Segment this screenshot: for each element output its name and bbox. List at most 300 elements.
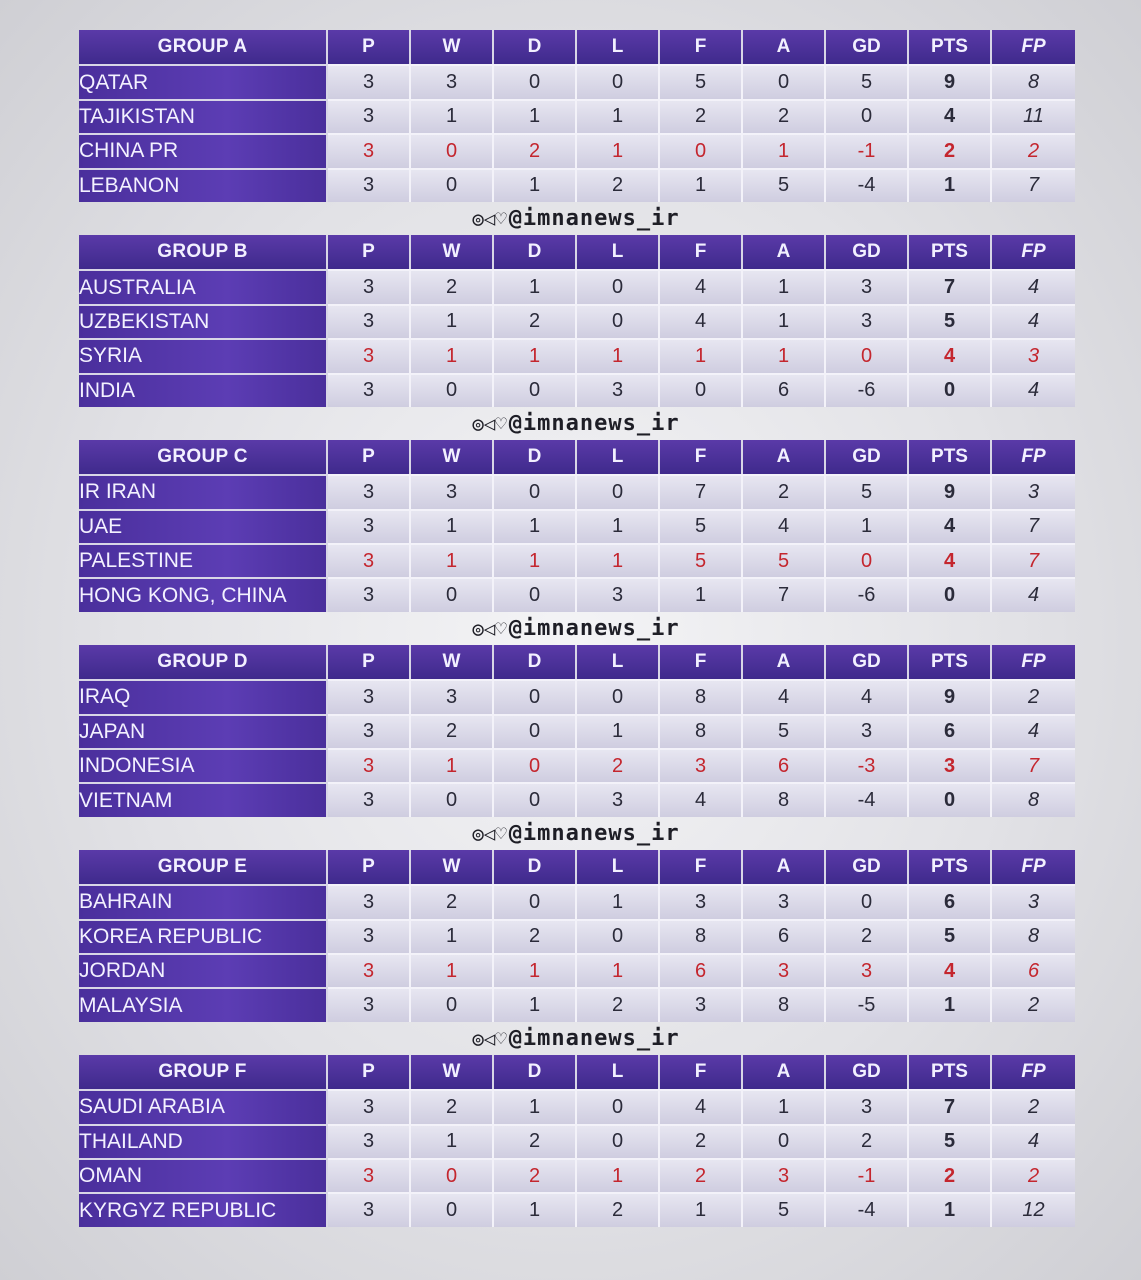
stat-f: 8 bbox=[660, 679, 743, 713]
team-name: JORDAN bbox=[79, 953, 328, 987]
table-row bbox=[79, 133, 1075, 167]
stat-w: 3 bbox=[411, 679, 494, 713]
stat-gd: 5 bbox=[826, 64, 909, 98]
stat-gd: 2 bbox=[826, 919, 909, 953]
stat-gd: 3 bbox=[826, 304, 909, 338]
column-header-fp: FP bbox=[992, 850, 1075, 884]
team-name: JAPAN bbox=[79, 714, 328, 748]
stat-a: 2 bbox=[743, 99, 826, 133]
stat-pts: 2 bbox=[909, 1158, 992, 1192]
stat-gd: -1 bbox=[826, 133, 909, 167]
stat-f: 3 bbox=[660, 884, 743, 918]
column-header-a: A bbox=[743, 1055, 826, 1089]
stat-f: 7 bbox=[660, 474, 743, 508]
watermark-handle: @imnanews_ir bbox=[508, 1025, 680, 1051]
stat-gd: 2 bbox=[826, 1124, 909, 1158]
stat-d: 1 bbox=[494, 543, 577, 577]
watermark-handle: @imnanews_ir bbox=[508, 410, 680, 436]
column-header-gd: GD bbox=[826, 235, 909, 269]
stat-f: 5 bbox=[660, 509, 743, 543]
stat-gd: 3 bbox=[826, 953, 909, 987]
table-row bbox=[79, 953, 1075, 987]
watermark-handle: @imnanews_ir bbox=[508, 205, 680, 231]
stat-d: 1 bbox=[494, 168, 577, 202]
stat-p: 3 bbox=[328, 714, 411, 748]
stat-gd: -6 bbox=[826, 577, 909, 611]
stat-d: 1 bbox=[494, 269, 577, 303]
stat-f: 1 bbox=[660, 577, 743, 611]
watermark bbox=[79, 1022, 1073, 1055]
column-header-d: D bbox=[494, 30, 577, 64]
column-header-w: W bbox=[411, 1055, 494, 1089]
stat-a: 1 bbox=[743, 1089, 826, 1123]
social-icons: ◎◁♡ bbox=[472, 1027, 507, 1050]
stat-p: 3 bbox=[328, 373, 411, 407]
stat-a: 5 bbox=[743, 714, 826, 748]
stat-fp: 4 bbox=[992, 1124, 1075, 1158]
team-name: INDONESIA bbox=[79, 748, 328, 782]
stat-pts: 4 bbox=[909, 99, 992, 133]
stat-pts: 6 bbox=[909, 884, 992, 918]
stat-l: 1 bbox=[577, 99, 660, 133]
stat-w: 0 bbox=[411, 987, 494, 1021]
column-header-p: P bbox=[328, 850, 411, 884]
stat-fp: 4 bbox=[992, 577, 1075, 611]
stat-fp: 2 bbox=[992, 987, 1075, 1021]
stat-a: 1 bbox=[743, 338, 826, 372]
group-standings-table bbox=[79, 235, 1073, 407]
table-header-row bbox=[79, 850, 1075, 884]
column-header-fp: FP bbox=[992, 440, 1075, 474]
table-row bbox=[79, 1192, 1075, 1226]
column-header-d: D bbox=[494, 235, 577, 269]
stat-d: 1 bbox=[494, 987, 577, 1021]
stat-pts: 5 bbox=[909, 919, 992, 953]
stat-w: 2 bbox=[411, 884, 494, 918]
group-standings-table bbox=[79, 1055, 1073, 1227]
stat-p: 3 bbox=[328, 919, 411, 953]
team-name: INDIA bbox=[79, 373, 328, 407]
stat-fp: 6 bbox=[992, 953, 1075, 987]
stat-p: 3 bbox=[328, 679, 411, 713]
column-header-pts: PTS bbox=[909, 235, 992, 269]
stat-p: 3 bbox=[328, 338, 411, 372]
column-header-pts: PTS bbox=[909, 30, 992, 64]
stat-p: 3 bbox=[328, 987, 411, 1021]
stat-gd: 1 bbox=[826, 509, 909, 543]
stat-l: 1 bbox=[577, 714, 660, 748]
standings-table bbox=[79, 850, 1075, 1022]
stat-p: 3 bbox=[328, 953, 411, 987]
stat-d: 1 bbox=[494, 338, 577, 372]
column-header-d: D bbox=[494, 1055, 577, 1089]
team-name: SAUDI ARABIA bbox=[79, 1089, 328, 1123]
team-name: QATAR bbox=[79, 64, 328, 98]
table-row bbox=[79, 679, 1075, 713]
stat-w: 1 bbox=[411, 748, 494, 782]
stat-d: 1 bbox=[494, 953, 577, 987]
stat-a: 6 bbox=[743, 373, 826, 407]
stat-a: 4 bbox=[743, 679, 826, 713]
stat-l: 1 bbox=[577, 133, 660, 167]
stat-fp: 3 bbox=[992, 474, 1075, 508]
stat-f: 5 bbox=[660, 64, 743, 98]
stat-l: 1 bbox=[577, 338, 660, 372]
table-header-row bbox=[79, 235, 1075, 269]
standings-table bbox=[79, 645, 1075, 817]
table-row bbox=[79, 1158, 1075, 1192]
stat-p: 3 bbox=[328, 748, 411, 782]
stat-pts: 4 bbox=[909, 509, 992, 543]
column-header-fp: FP bbox=[992, 645, 1075, 679]
group-standings-table bbox=[79, 440, 1073, 612]
stat-a: 5 bbox=[743, 1192, 826, 1226]
stat-pts: 2 bbox=[909, 133, 992, 167]
stat-gd: 4 bbox=[826, 679, 909, 713]
stat-a: 3 bbox=[743, 1158, 826, 1192]
team-name: AUSTRALIA bbox=[79, 269, 328, 303]
watermark-handle: @imnanews_ir bbox=[508, 615, 680, 641]
stat-a: 6 bbox=[743, 748, 826, 782]
column-header-gd: GD bbox=[826, 30, 909, 64]
column-header-d: D bbox=[494, 440, 577, 474]
column-header-a: A bbox=[743, 235, 826, 269]
column-header-p: P bbox=[328, 645, 411, 679]
column-header-l: L bbox=[577, 850, 660, 884]
column-header-gd: GD bbox=[826, 440, 909, 474]
stat-gd: 3 bbox=[826, 714, 909, 748]
column-header-pts: PTS bbox=[909, 440, 992, 474]
standings-table bbox=[79, 30, 1075, 202]
stat-w: 1 bbox=[411, 1124, 494, 1158]
social-icons: ◎◁♡ bbox=[472, 412, 507, 435]
stat-f: 4 bbox=[660, 304, 743, 338]
stat-d: 1 bbox=[494, 1192, 577, 1226]
stat-d: 0 bbox=[494, 373, 577, 407]
table-row bbox=[79, 987, 1075, 1021]
stat-pts: 4 bbox=[909, 953, 992, 987]
stat-f: 0 bbox=[660, 133, 743, 167]
stat-f: 4 bbox=[660, 1089, 743, 1123]
stat-fp: 4 bbox=[992, 714, 1075, 748]
stat-p: 3 bbox=[328, 1158, 411, 1192]
stat-w: 0 bbox=[411, 168, 494, 202]
stat-f: 3 bbox=[660, 748, 743, 782]
stat-gd: -4 bbox=[826, 782, 909, 816]
group-title: GROUP B bbox=[79, 235, 328, 269]
stat-a: 6 bbox=[743, 919, 826, 953]
stat-d: 2 bbox=[494, 133, 577, 167]
stat-p: 3 bbox=[328, 1192, 411, 1226]
stat-a: 0 bbox=[743, 1124, 826, 1158]
stat-pts: 0 bbox=[909, 782, 992, 816]
table-row bbox=[79, 373, 1075, 407]
group-standings-table bbox=[79, 30, 1073, 202]
stat-pts: 0 bbox=[909, 577, 992, 611]
stat-w: 2 bbox=[411, 269, 494, 303]
stat-gd: 0 bbox=[826, 99, 909, 133]
team-name: LEBANON bbox=[79, 168, 328, 202]
stat-p: 3 bbox=[328, 64, 411, 98]
stat-pts: 5 bbox=[909, 1124, 992, 1158]
stat-a: 5 bbox=[743, 168, 826, 202]
column-header-gd: GD bbox=[826, 645, 909, 679]
stat-d: 0 bbox=[494, 714, 577, 748]
stat-f: 5 bbox=[660, 543, 743, 577]
stat-w: 2 bbox=[411, 714, 494, 748]
table-row bbox=[79, 1124, 1075, 1158]
column-header-l: L bbox=[577, 645, 660, 679]
stat-l: 3 bbox=[577, 782, 660, 816]
table-header-row bbox=[79, 30, 1075, 64]
stat-p: 3 bbox=[328, 884, 411, 918]
column-header-f: F bbox=[660, 30, 743, 64]
stat-d: 0 bbox=[494, 64, 577, 98]
table-header-row bbox=[79, 1055, 1075, 1089]
column-header-fp: FP bbox=[992, 235, 1075, 269]
stat-f: 3 bbox=[660, 987, 743, 1021]
group-standings-table bbox=[79, 645, 1073, 817]
stat-gd: -5 bbox=[826, 987, 909, 1021]
column-header-w: W bbox=[411, 645, 494, 679]
team-name: UZBEKISTAN bbox=[79, 304, 328, 338]
stat-l: 2 bbox=[577, 168, 660, 202]
stat-pts: 9 bbox=[909, 474, 992, 508]
stat-l: 0 bbox=[577, 1089, 660, 1123]
team-name: MALAYSIA bbox=[79, 987, 328, 1021]
stat-a: 1 bbox=[743, 133, 826, 167]
stat-fp: 8 bbox=[992, 919, 1075, 953]
stat-l: 1 bbox=[577, 1158, 660, 1192]
stat-f: 4 bbox=[660, 269, 743, 303]
stat-a: 8 bbox=[743, 782, 826, 816]
stat-pts: 1 bbox=[909, 987, 992, 1021]
stat-fp: 8 bbox=[992, 782, 1075, 816]
stat-fp: 7 bbox=[992, 509, 1075, 543]
stat-a: 8 bbox=[743, 987, 826, 1021]
team-name: THAILAND bbox=[79, 1124, 328, 1158]
table-row bbox=[79, 64, 1075, 98]
stat-pts: 9 bbox=[909, 679, 992, 713]
team-name: UAE bbox=[79, 509, 328, 543]
team-name: VIETNAM bbox=[79, 782, 328, 816]
stat-f: 2 bbox=[660, 1158, 743, 1192]
table-row bbox=[79, 474, 1075, 508]
stat-l: 0 bbox=[577, 474, 660, 508]
stat-l: 0 bbox=[577, 269, 660, 303]
column-header-f: F bbox=[660, 440, 743, 474]
social-icons: ◎◁♡ bbox=[472, 207, 507, 230]
stat-d: 0 bbox=[494, 474, 577, 508]
stat-a: 1 bbox=[743, 304, 826, 338]
column-header-f: F bbox=[660, 850, 743, 884]
table-header-row bbox=[79, 440, 1075, 474]
stat-w: 1 bbox=[411, 919, 494, 953]
stat-fp: 12 bbox=[992, 1192, 1075, 1226]
stat-w: 3 bbox=[411, 474, 494, 508]
group-title: GROUP F bbox=[79, 1055, 328, 1089]
stat-l: 2 bbox=[577, 748, 660, 782]
stat-f: 6 bbox=[660, 953, 743, 987]
stat-f: 1 bbox=[660, 1192, 743, 1226]
team-name: OMAN bbox=[79, 1158, 328, 1192]
column-header-fp: FP bbox=[992, 1055, 1075, 1089]
column-header-d: D bbox=[494, 645, 577, 679]
watermark-handle: @imnanews_ir bbox=[508, 820, 680, 846]
column-header-pts: PTS bbox=[909, 1055, 992, 1089]
stat-l: 0 bbox=[577, 1124, 660, 1158]
stat-a: 5 bbox=[743, 543, 826, 577]
stat-pts: 3 bbox=[909, 748, 992, 782]
stat-d: 2 bbox=[494, 304, 577, 338]
team-name: SYRIA bbox=[79, 338, 328, 372]
column-header-l: L bbox=[577, 235, 660, 269]
stat-d: 2 bbox=[494, 919, 577, 953]
column-header-w: W bbox=[411, 850, 494, 884]
table-row bbox=[79, 782, 1075, 816]
stat-p: 3 bbox=[328, 168, 411, 202]
column-header-p: P bbox=[328, 30, 411, 64]
stat-pts: 5 bbox=[909, 304, 992, 338]
column-header-p: P bbox=[328, 235, 411, 269]
team-name: CHINA PR bbox=[79, 133, 328, 167]
column-header-l: L bbox=[577, 30, 660, 64]
table-header-row bbox=[79, 645, 1075, 679]
column-header-pts: PTS bbox=[909, 850, 992, 884]
stat-w: 1 bbox=[411, 99, 494, 133]
column-header-f: F bbox=[660, 645, 743, 679]
column-header-l: L bbox=[577, 1055, 660, 1089]
table-row bbox=[79, 714, 1075, 748]
column-header-a: A bbox=[743, 440, 826, 474]
team-name: KYRGYZ REPUBLIC bbox=[79, 1192, 328, 1226]
stat-pts: 7 bbox=[909, 1089, 992, 1123]
stat-gd: 0 bbox=[826, 884, 909, 918]
stat-d: 1 bbox=[494, 1089, 577, 1123]
table-row bbox=[79, 884, 1075, 918]
column-header-a: A bbox=[743, 30, 826, 64]
stat-fp: 3 bbox=[992, 338, 1075, 372]
stat-l: 1 bbox=[577, 884, 660, 918]
stat-f: 0 bbox=[660, 373, 743, 407]
watermark bbox=[79, 407, 1073, 440]
column-header-gd: GD bbox=[826, 1055, 909, 1089]
stat-w: 0 bbox=[411, 577, 494, 611]
stat-pts: 9 bbox=[909, 64, 992, 98]
column-header-p: P bbox=[328, 440, 411, 474]
column-header-f: F bbox=[660, 235, 743, 269]
team-name: PALESTINE bbox=[79, 543, 328, 577]
table-row bbox=[79, 99, 1075, 133]
column-header-a: A bbox=[743, 850, 826, 884]
stat-fp: 4 bbox=[992, 304, 1075, 338]
stat-d: 2 bbox=[494, 1124, 577, 1158]
stat-pts: 4 bbox=[909, 338, 992, 372]
stat-l: 2 bbox=[577, 1192, 660, 1226]
stat-d: 1 bbox=[494, 509, 577, 543]
column-header-l: L bbox=[577, 440, 660, 474]
stat-fp: 2 bbox=[992, 679, 1075, 713]
stat-gd: -3 bbox=[826, 748, 909, 782]
stat-p: 3 bbox=[328, 474, 411, 508]
table-row bbox=[79, 543, 1075, 577]
stat-l: 3 bbox=[577, 577, 660, 611]
stat-a: 1 bbox=[743, 269, 826, 303]
group-standings-table bbox=[79, 850, 1073, 1022]
column-header-pts: PTS bbox=[909, 645, 992, 679]
stat-p: 3 bbox=[328, 269, 411, 303]
stat-w: 3 bbox=[411, 64, 494, 98]
stat-l: 1 bbox=[577, 953, 660, 987]
group-title: GROUP C bbox=[79, 440, 328, 474]
stat-gd: 3 bbox=[826, 1089, 909, 1123]
stat-w: 1 bbox=[411, 304, 494, 338]
stat-gd: -4 bbox=[826, 168, 909, 202]
stat-fp: 2 bbox=[992, 1089, 1075, 1123]
team-name: IRAQ bbox=[79, 679, 328, 713]
stat-gd: -6 bbox=[826, 373, 909, 407]
group-title: GROUP D bbox=[79, 645, 328, 679]
stat-p: 3 bbox=[328, 304, 411, 338]
stat-fp: 11 bbox=[992, 99, 1075, 133]
stat-l: 1 bbox=[577, 543, 660, 577]
stat-gd: 5 bbox=[826, 474, 909, 508]
stat-p: 3 bbox=[328, 1124, 411, 1158]
stat-l: 2 bbox=[577, 987, 660, 1021]
stat-p: 3 bbox=[328, 577, 411, 611]
stat-f: 4 bbox=[660, 782, 743, 816]
stat-d: 1 bbox=[494, 99, 577, 133]
stat-l: 1 bbox=[577, 509, 660, 543]
standings-table bbox=[79, 1055, 1075, 1227]
stat-p: 3 bbox=[328, 99, 411, 133]
stat-fp: 2 bbox=[992, 133, 1075, 167]
column-header-w: W bbox=[411, 30, 494, 64]
watermark bbox=[79, 612, 1073, 645]
stat-f: 1 bbox=[660, 168, 743, 202]
stat-pts: 0 bbox=[909, 373, 992, 407]
stat-p: 3 bbox=[328, 1089, 411, 1123]
table-row bbox=[79, 269, 1075, 303]
stat-gd: 3 bbox=[826, 269, 909, 303]
group-title: GROUP E bbox=[79, 850, 328, 884]
stat-fp: 8 bbox=[992, 64, 1075, 98]
team-name: TAJIKISTAN bbox=[79, 99, 328, 133]
stat-w: 1 bbox=[411, 338, 494, 372]
stat-p: 3 bbox=[328, 509, 411, 543]
stat-gd: 0 bbox=[826, 543, 909, 577]
stat-fp: 4 bbox=[992, 373, 1075, 407]
stat-fp: 7 bbox=[992, 168, 1075, 202]
stat-pts: 1 bbox=[909, 1192, 992, 1226]
table-row bbox=[79, 168, 1075, 202]
stat-d: 2 bbox=[494, 1158, 577, 1192]
stat-f: 8 bbox=[660, 714, 743, 748]
stat-fp: 7 bbox=[992, 543, 1075, 577]
stat-w: 0 bbox=[411, 1158, 494, 1192]
column-header-d: D bbox=[494, 850, 577, 884]
column-header-fp: FP bbox=[992, 30, 1075, 64]
stat-a: 4 bbox=[743, 509, 826, 543]
stat-l: 0 bbox=[577, 919, 660, 953]
table-row bbox=[79, 509, 1075, 543]
column-header-p: P bbox=[328, 1055, 411, 1089]
stat-fp: 7 bbox=[992, 748, 1075, 782]
team-name: HONG KONG, CHINA bbox=[79, 577, 328, 611]
team-name: IR IRAN bbox=[79, 474, 328, 508]
stat-w: 2 bbox=[411, 1089, 494, 1123]
stat-f: 2 bbox=[660, 1124, 743, 1158]
